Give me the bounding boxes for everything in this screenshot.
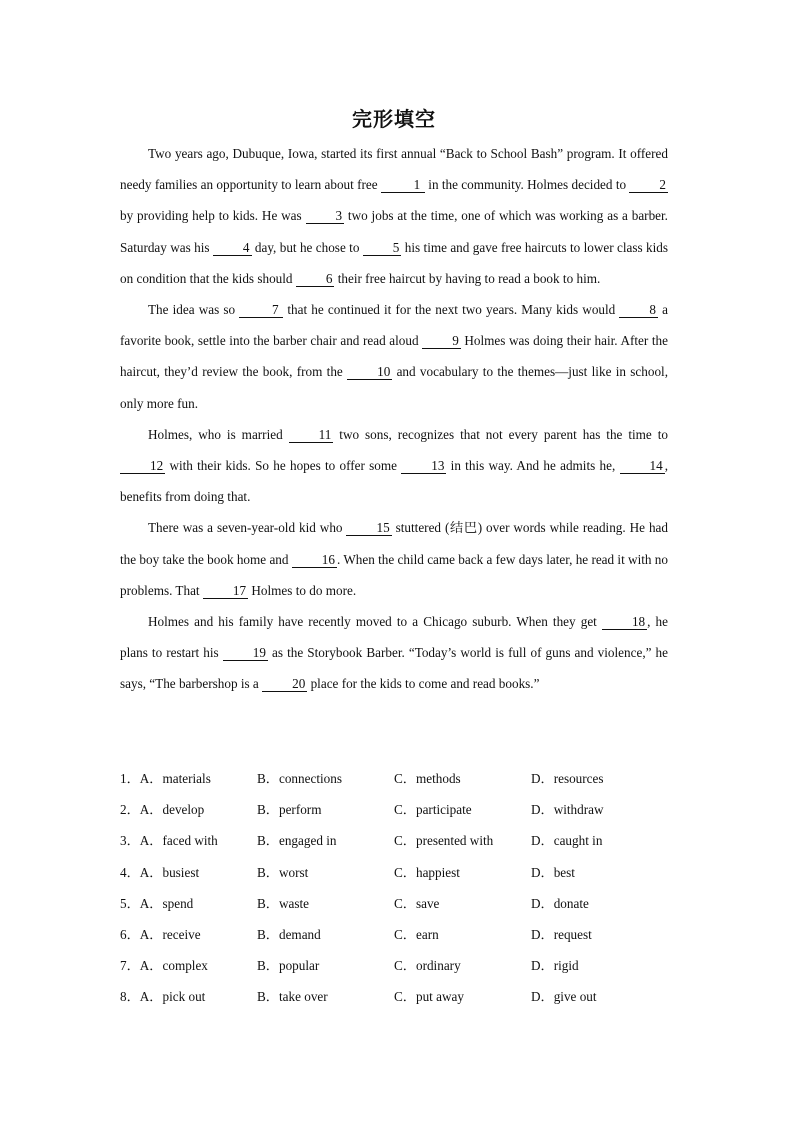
option-text: A．spend xyxy=(139,895,194,911)
option-c: C．put away xyxy=(394,989,464,1005)
blank-15: 15 xyxy=(346,520,391,536)
passage-text: their free haircut by having to read a book to him. xyxy=(334,270,601,286)
option-c: C．participate xyxy=(394,802,472,818)
option-text: A．develop xyxy=(139,802,205,818)
blank-14: 14 xyxy=(620,458,665,474)
option-c: C．save xyxy=(394,895,440,911)
blank-19: 19 xyxy=(223,645,268,661)
passage-text: place for the kids to come and read books.” xyxy=(307,676,540,692)
passage-text: as the Storybook Barber. “Today’s world is full of guns and violence,” he says, “The barbershop is a xyxy=(120,645,668,692)
blank-5: 5 xyxy=(363,240,402,256)
question-options xyxy=(120,762,668,1012)
blank-16: 16 xyxy=(292,552,337,568)
passage-text: in the community. Holmes decided to xyxy=(424,177,630,193)
option-d: D．resources xyxy=(531,771,604,787)
blank-13: 13 xyxy=(401,458,446,474)
paragraph-1 xyxy=(120,138,668,294)
question-row xyxy=(120,793,668,824)
option-a xyxy=(120,799,257,818)
option-text: A．receive xyxy=(139,927,201,943)
option-a xyxy=(120,862,257,881)
option-b: B．connections xyxy=(257,771,342,787)
paragraph-5 xyxy=(120,606,668,700)
blank-12: 12 xyxy=(120,458,165,474)
blank-8: 8 xyxy=(619,302,658,318)
passage-text: a favorite book, settle into the barber chair and read aloud xyxy=(120,302,668,349)
question-row xyxy=(120,887,668,918)
passage-text: Holmes, who is married xyxy=(148,426,289,442)
blank-7: 7 xyxy=(239,302,283,318)
question-row xyxy=(120,762,668,793)
option-d: D．request xyxy=(531,927,592,943)
passage-text: day, but he chose to xyxy=(251,239,363,255)
passage-text: Two years ago, Dubuque, Iowa, started its first annual “Back to School Bash” program. It offered needy families an opportunity to learn about free xyxy=(120,146,668,193)
option-text: A．faced with xyxy=(139,833,218,849)
question-number: 3． xyxy=(120,833,140,849)
cloze-passage xyxy=(120,138,668,700)
option-b: B．perform xyxy=(257,802,322,818)
option-d: D．give out xyxy=(531,989,597,1005)
option-b: B．engaged in xyxy=(257,833,337,849)
blank-18: 18 xyxy=(602,614,647,630)
option-d: D．donate xyxy=(531,895,589,911)
option-c: C．methods xyxy=(394,771,461,787)
passage-text: , he plans to restart his xyxy=(120,614,668,661)
question-number: 2． xyxy=(120,802,140,818)
question-number: 5． xyxy=(120,895,140,911)
option-text: A．busiest xyxy=(139,864,200,880)
blank-3: 3 xyxy=(306,208,345,224)
option-d: D．caught in xyxy=(531,833,603,849)
option-a xyxy=(120,893,257,912)
passage-text: The idea was so xyxy=(148,302,240,318)
option-c: C．presented with xyxy=(394,833,494,849)
paragraph-3 xyxy=(120,419,668,513)
passage-text: Holmes and his family have recently moved to a Chicago suburb. When they get xyxy=(148,614,602,630)
blank-11: 11 xyxy=(289,427,334,443)
blank-10: 10 xyxy=(347,364,392,380)
blank-6: 6 xyxy=(296,271,335,287)
passage-text: his time and gave free haircuts to lower class kids on condition that the kids should xyxy=(120,239,669,286)
option-b: B．demand xyxy=(257,927,321,943)
option-a xyxy=(120,924,257,943)
option-text: A．complex xyxy=(139,958,208,974)
passage-text: , benefits from doing that. xyxy=(120,458,668,505)
option-d: D．rigid xyxy=(531,958,579,974)
option-b: B．popular xyxy=(257,958,320,974)
passage-text: and vocabulary to the themes—just like in school, only more fun. xyxy=(120,364,668,411)
passage-text: . When the child came back a few days later, he read it with no problems. That xyxy=(120,551,668,598)
blank-1: 1 xyxy=(381,177,425,193)
option-a xyxy=(120,955,257,974)
passage-text: two sons, recognizes that not every parent has the time to xyxy=(333,426,668,442)
passage-text: by providing help to kids. He was xyxy=(120,208,306,224)
option-c: C．happiest xyxy=(394,864,460,880)
option-a xyxy=(120,830,257,849)
option-b: B．waste xyxy=(257,895,310,911)
blank-17: 17 xyxy=(203,583,248,599)
option-a xyxy=(120,986,257,1005)
option-c: C．earn xyxy=(394,927,439,943)
question-row xyxy=(120,949,668,980)
passage-text: stuttered (结巴) over words while reading. He had the boy take the book home and xyxy=(120,520,668,567)
passage-text: with their kids. So he hopes to offer some xyxy=(165,458,402,474)
blank-20: 20 xyxy=(262,676,307,692)
option-a xyxy=(120,768,257,787)
option-text: A．pick out xyxy=(139,989,206,1005)
passage-text: Holmes was doing their hair. After the haircut, they’d review the book, from the xyxy=(120,333,668,380)
option-b: B．worst xyxy=(257,864,309,880)
question-row xyxy=(120,980,668,1011)
question-number: 6． xyxy=(120,927,140,943)
option-d: D．withdraw xyxy=(531,802,604,818)
question-number: 1． xyxy=(120,771,140,787)
question-row xyxy=(120,856,668,887)
option-d: D．best xyxy=(531,864,575,880)
paragraph-2 xyxy=(120,294,668,419)
blank-9: 9 xyxy=(422,333,461,349)
passage-text: two jobs at the time, one of which was working as a barber. Saturday was his xyxy=(120,208,668,255)
blank-4: 4 xyxy=(213,240,252,256)
passage-text: in this way. And he admits he, xyxy=(446,458,620,474)
question-row xyxy=(120,824,668,855)
option-text: A．materials xyxy=(139,771,211,787)
blank-2: 2 xyxy=(629,177,668,193)
question-number: 8． xyxy=(120,989,140,1005)
page-title: 完形填空 xyxy=(352,107,436,131)
option-b: B．take over xyxy=(257,989,328,1005)
paragraph-4 xyxy=(120,512,668,606)
passage-text: There was a seven-year-old kid who xyxy=(148,520,347,536)
question-number: 4． xyxy=(120,864,140,880)
question-row xyxy=(120,918,668,949)
question-number: 7． xyxy=(120,958,140,974)
passage-text: that he continued it for the next two years. Many kids would xyxy=(283,302,620,318)
option-c: C．ordinary xyxy=(394,958,461,974)
passage-text: Holmes to do more. xyxy=(248,582,357,598)
